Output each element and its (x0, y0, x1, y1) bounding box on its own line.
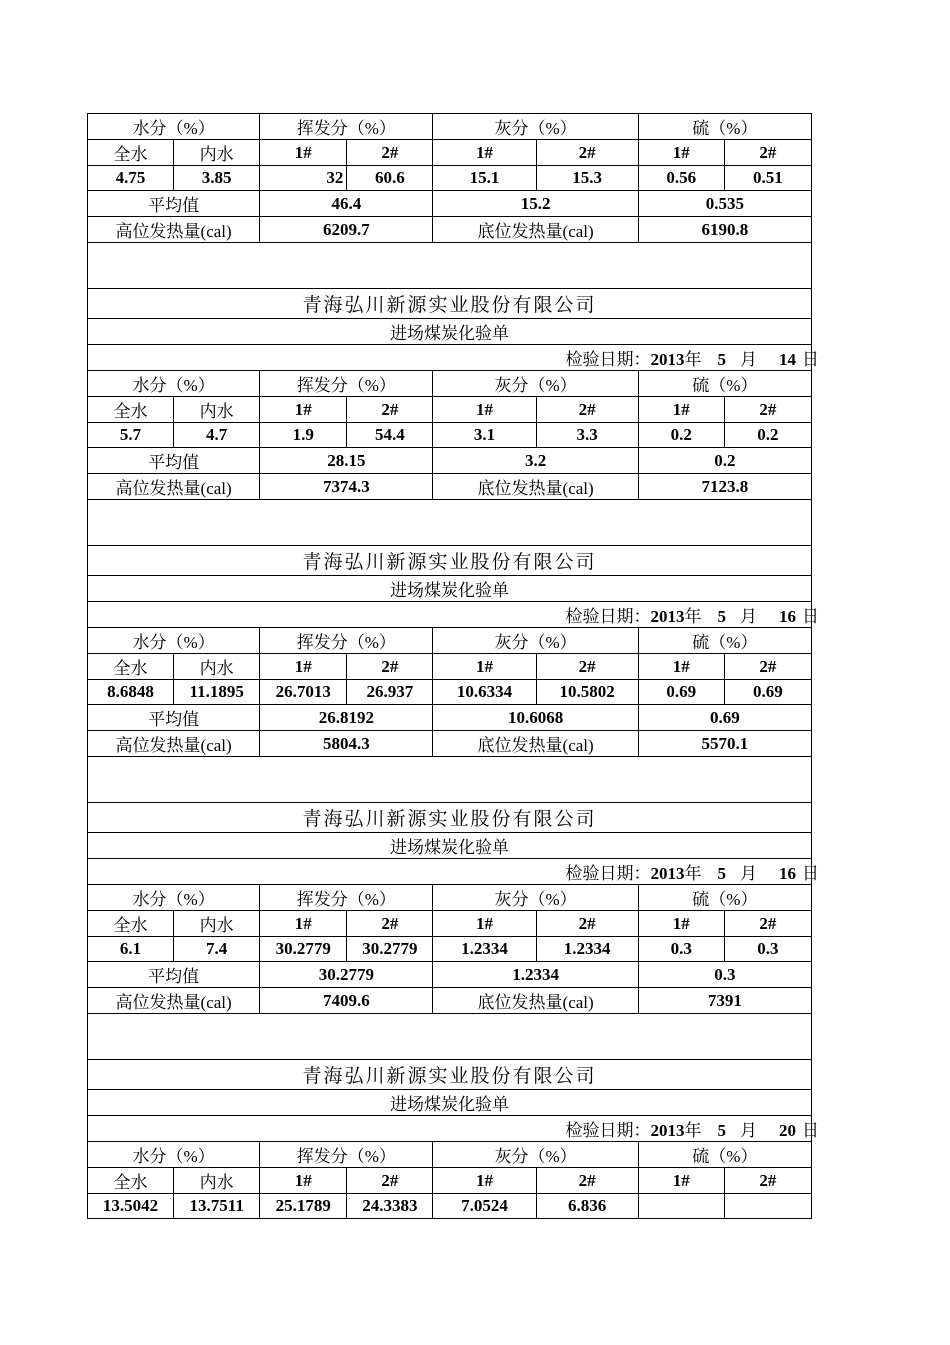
date-row (88, 345, 812, 371)
day-suffix: 日 (802, 350, 819, 369)
ash-header: 灰分（%） (433, 1142, 638, 1168)
sulfur-2-value (724, 1194, 811, 1219)
value-row (88, 937, 812, 962)
sulfur-1-value: 0.3 (638, 937, 724, 962)
date-year: 2013 (650, 1121, 685, 1140)
ash-2-label: 2# (536, 911, 638, 937)
volatile-1-label: 1# (260, 397, 347, 423)
value-row (88, 423, 812, 448)
date-month: 5 (717, 1121, 726, 1140)
sulfur-average: 0.69 (638, 705, 811, 731)
water-header: 水分（%） (88, 114, 260, 140)
heat-row (88, 474, 812, 500)
water-header: 水分（%） (88, 1142, 260, 1168)
ash-1-value: 10.6334 (433, 680, 536, 705)
company-name: 青海弘川新源实业股份有限公司 (88, 289, 812, 319)
low-heat-value: 5570.1 (638, 731, 811, 757)
sulfur-1-value: 0.69 (638, 680, 724, 705)
company-row (88, 289, 812, 319)
volatile-2-value: 60.6 (347, 166, 433, 191)
high-heat-label: 高位发热量(cal) (88, 731, 260, 757)
volatile-2-value: 54.4 (347, 423, 433, 448)
ash-average: 10.6068 (433, 705, 638, 731)
year-suffix: 年 (684, 1121, 702, 1140)
volatile-2-value: 24.3383 (347, 1194, 433, 1219)
ash-2-label: 2# (536, 397, 638, 423)
year-suffix: 年 (684, 607, 702, 626)
sulfur-1-label: 1# (638, 1168, 724, 1194)
volatile-1-value: 1.9 (260, 423, 347, 448)
company-row (88, 1060, 812, 1090)
average-row (88, 191, 812, 217)
ash-average: 3.2 (433, 448, 638, 474)
total-water-value: 8.6848 (88, 680, 174, 705)
value-row (88, 166, 812, 191)
sulfur-2-value: 0.2 (724, 423, 811, 448)
header-row (88, 628, 812, 654)
header-row (88, 371, 812, 397)
total-water-label: 全水 (88, 1168, 174, 1194)
sulfur-1-value (638, 1194, 724, 1219)
ash-2-label: 2# (536, 1168, 638, 1194)
month-suffix: 月 (740, 864, 757, 883)
volatile-1-label: 1# (260, 140, 347, 166)
volatile-2-value: 30.2779 (347, 937, 433, 962)
ash-2-value: 1.2334 (536, 937, 638, 962)
average-row (88, 962, 812, 988)
sulfur-header: 硫（%） (638, 1142, 811, 1168)
date-year: 2013 (650, 350, 685, 369)
heat-row (88, 988, 812, 1014)
ash-header: 灰分（%） (433, 628, 638, 654)
inspection-date (88, 1116, 819, 1142)
date-day: 16 (779, 864, 796, 883)
sulfur-1-label: 1# (638, 140, 724, 166)
month-suffix: 月 (740, 607, 757, 626)
total-water-value: 5.7 (88, 423, 174, 448)
date-month: 5 (717, 350, 726, 369)
date-label: 检验日期： (565, 1121, 651, 1140)
spacer-row (88, 1014, 812, 1060)
total-water-label: 全水 (88, 911, 174, 937)
sulfur-2-value: 0.51 (724, 166, 811, 191)
ash-1-label: 1# (433, 654, 536, 680)
high-heat-value: 5804.3 (260, 731, 433, 757)
company-name: 青海弘川新源实业股份有限公司 (88, 546, 812, 576)
volatile-2-label: 2# (347, 1168, 433, 1194)
subtitle-row (88, 319, 812, 345)
ash-1-label: 1# (433, 1168, 536, 1194)
volatile-average: 28.15 (260, 448, 433, 474)
date-row (88, 1116, 812, 1142)
ash-1-value: 1.2334 (433, 937, 536, 962)
inner-water-value: 4.7 (174, 423, 260, 448)
report-subtitle: 进场煤炭化验单 (88, 576, 812, 602)
sulfur-header: 硫（%） (638, 371, 811, 397)
ash-average: 1.2334 (433, 962, 638, 988)
inner-water-label: 内水 (174, 140, 260, 166)
water-header: 水分（%） (88, 628, 260, 654)
volatile-2-label: 2# (347, 140, 433, 166)
report-subtitle: 进场煤炭化验单 (88, 833, 812, 859)
header-row (88, 114, 812, 140)
sulfur-header: 硫（%） (638, 885, 811, 911)
total-water-value: 6.1 (88, 937, 174, 962)
ash-header: 灰分（%） (433, 371, 638, 397)
subheader-row (88, 1168, 812, 1194)
volatile-average: 46.4 (260, 191, 433, 217)
average-row (88, 705, 812, 731)
high-heat-value: 7374.3 (260, 474, 433, 500)
low-heat-value: 7391 (638, 988, 811, 1014)
volatile-1-label: 1# (260, 1168, 347, 1194)
total-water-label: 全水 (88, 140, 174, 166)
volatile-1-value: 30.2779 (260, 937, 347, 962)
report-subtitle: 进场煤炭化验单 (88, 1090, 812, 1116)
low-heat-label: 底位发热量(cal) (433, 731, 638, 757)
ash-2-value: 10.5802 (536, 680, 638, 705)
blank-spacer (88, 500, 812, 546)
report-subtitle: 进场煤炭化验单 (88, 319, 812, 345)
volatile-header: 挥发分（%） (260, 1142, 433, 1168)
year-suffix: 年 (684, 864, 702, 883)
report-table (87, 113, 819, 1219)
average-label: 平均值 (88, 191, 260, 217)
volatile-average: 30.2779 (260, 962, 433, 988)
subtitle-row (88, 833, 812, 859)
volatile-header: 挥发分（%） (260, 371, 433, 397)
subheader-row (88, 397, 812, 423)
sulfur-2-value: 0.3 (724, 937, 811, 962)
date-row (88, 859, 812, 885)
ash-2-value: 6.836 (536, 1194, 638, 1219)
volatile-header: 挥发分（%） (260, 114, 433, 140)
low-heat-label: 底位发热量(cal) (433, 474, 638, 500)
average-label: 平均值 (88, 448, 260, 474)
company-name: 青海弘川新源实业股份有限公司 (88, 803, 812, 833)
total-water-label: 全水 (88, 654, 174, 680)
day-suffix: 日 (802, 607, 819, 626)
sulfur-2-value: 0.69 (724, 680, 811, 705)
blank-spacer (88, 243, 812, 289)
heat-row (88, 731, 812, 757)
volatile-1-value: 26.7013 (260, 680, 347, 705)
low-heat-value: 6190.8 (638, 217, 811, 243)
volatile-average: 26.8192 (260, 705, 433, 731)
volatile-header: 挥发分（%） (260, 885, 433, 911)
blank-spacer (88, 757, 812, 803)
heat-row (88, 217, 812, 243)
total-water-label: 全水 (88, 397, 174, 423)
spacer-row (88, 243, 812, 289)
lab-report-sheet (87, 113, 819, 1219)
inner-water-label: 内水 (174, 1168, 260, 1194)
sulfur-header: 硫（%） (638, 628, 811, 654)
average-label: 平均值 (88, 962, 260, 988)
volatile-1-value: 32 (260, 166, 347, 191)
average-label: 平均值 (88, 705, 260, 731)
sulfur-1-value: 0.2 (638, 423, 724, 448)
ash-2-label: 2# (536, 654, 638, 680)
ash-header: 灰分（%） (433, 885, 638, 911)
company-row (88, 803, 812, 833)
day-suffix: 日 (802, 864, 819, 883)
inner-water-label: 内水 (174, 654, 260, 680)
date-row (88, 602, 812, 628)
date-label: 检验日期： (565, 864, 651, 883)
ash-1-label: 1# (433, 397, 536, 423)
low-heat-label: 底位发热量(cal) (433, 217, 638, 243)
blank-spacer (88, 1014, 812, 1060)
date-label: 检验日期： (565, 607, 651, 626)
header-row (88, 1142, 812, 1168)
high-heat-value: 6209.7 (260, 217, 433, 243)
value-row (88, 1194, 812, 1219)
date-day: 20 (779, 1121, 796, 1140)
volatile-1-value: 25.1789 (260, 1194, 347, 1219)
ash-header: 灰分（%） (433, 114, 638, 140)
high-heat-label: 高位发热量(cal) (88, 988, 260, 1014)
volatile-header: 挥发分（%） (260, 628, 433, 654)
volatile-2-label: 2# (347, 654, 433, 680)
header-row (88, 885, 812, 911)
volatile-2-value: 26.937 (347, 680, 433, 705)
sulfur-average: 0.3 (638, 962, 811, 988)
ash-1-value: 3.1 (433, 423, 536, 448)
total-water-value: 13.5042 (88, 1194, 174, 1219)
month-suffix: 月 (740, 350, 757, 369)
ash-1-label: 1# (433, 140, 536, 166)
value-row (88, 680, 812, 705)
inspection-date (88, 859, 819, 885)
sulfur-2-label: 2# (724, 654, 811, 680)
company-row (88, 546, 812, 576)
date-year: 2013 (650, 607, 685, 626)
date-day: 16 (779, 607, 796, 626)
ash-average: 15.2 (433, 191, 638, 217)
ash-1-value: 15.1 (433, 166, 536, 191)
ash-2-label: 2# (536, 140, 638, 166)
inspection-date (88, 345, 819, 371)
average-row (88, 448, 812, 474)
company-name: 青海弘川新源实业股份有限公司 (88, 1060, 812, 1090)
sulfur-2-label: 2# (724, 1168, 811, 1194)
spacer-row (88, 757, 812, 803)
inner-water-label: 内水 (174, 911, 260, 937)
year-suffix: 年 (684, 350, 702, 369)
sulfur-1-label: 1# (638, 654, 724, 680)
inner-water-value: 13.7511 (174, 1194, 260, 1219)
date-month: 5 (717, 607, 726, 626)
ash-1-value: 7.0524 (433, 1194, 536, 1219)
inner-water-value: 11.1895 (174, 680, 260, 705)
sulfur-2-label: 2# (724, 397, 811, 423)
sulfur-1-value: 0.56 (638, 166, 724, 191)
volatile-1-label: 1# (260, 654, 347, 680)
high-heat-label: 高位发热量(cal) (88, 474, 260, 500)
day-suffix: 日 (802, 1121, 819, 1140)
subtitle-row (88, 1090, 812, 1116)
inner-water-label: 内水 (174, 397, 260, 423)
sulfur-1-label: 1# (638, 397, 724, 423)
inner-water-value: 3.85 (174, 166, 260, 191)
inspection-date (88, 602, 819, 628)
ash-1-label: 1# (433, 911, 536, 937)
high-heat-value: 7409.6 (260, 988, 433, 1014)
date-day: 14 (779, 350, 796, 369)
subheader-row (88, 911, 812, 937)
month-suffix: 月 (740, 1121, 757, 1140)
sulfur-average: 0.535 (638, 191, 811, 217)
volatile-2-label: 2# (347, 911, 433, 937)
volatile-1-label: 1# (260, 911, 347, 937)
sulfur-2-label: 2# (724, 140, 811, 166)
water-header: 水分（%） (88, 371, 260, 397)
date-label: 检验日期： (565, 350, 651, 369)
spacer-row (88, 500, 812, 546)
subtitle-row (88, 576, 812, 602)
total-water-value: 4.75 (88, 166, 174, 191)
sulfur-header: 硫（%） (638, 114, 811, 140)
low-heat-label: 底位发热量(cal) (433, 988, 638, 1014)
date-month: 5 (717, 864, 726, 883)
water-header: 水分（%） (88, 885, 260, 911)
ash-2-value: 15.3 (536, 166, 638, 191)
volatile-2-label: 2# (347, 397, 433, 423)
ash-2-value: 3.3 (536, 423, 638, 448)
sulfur-1-label: 1# (638, 911, 724, 937)
high-heat-label: 高位发热量(cal) (88, 217, 260, 243)
sulfur-2-label: 2# (724, 911, 811, 937)
date-year: 2013 (650, 864, 685, 883)
subheader-row (88, 654, 812, 680)
inner-water-value: 7.4 (174, 937, 260, 962)
subheader-row (88, 140, 812, 166)
low-heat-value: 7123.8 (638, 474, 811, 500)
sulfur-average: 0.2 (638, 448, 811, 474)
